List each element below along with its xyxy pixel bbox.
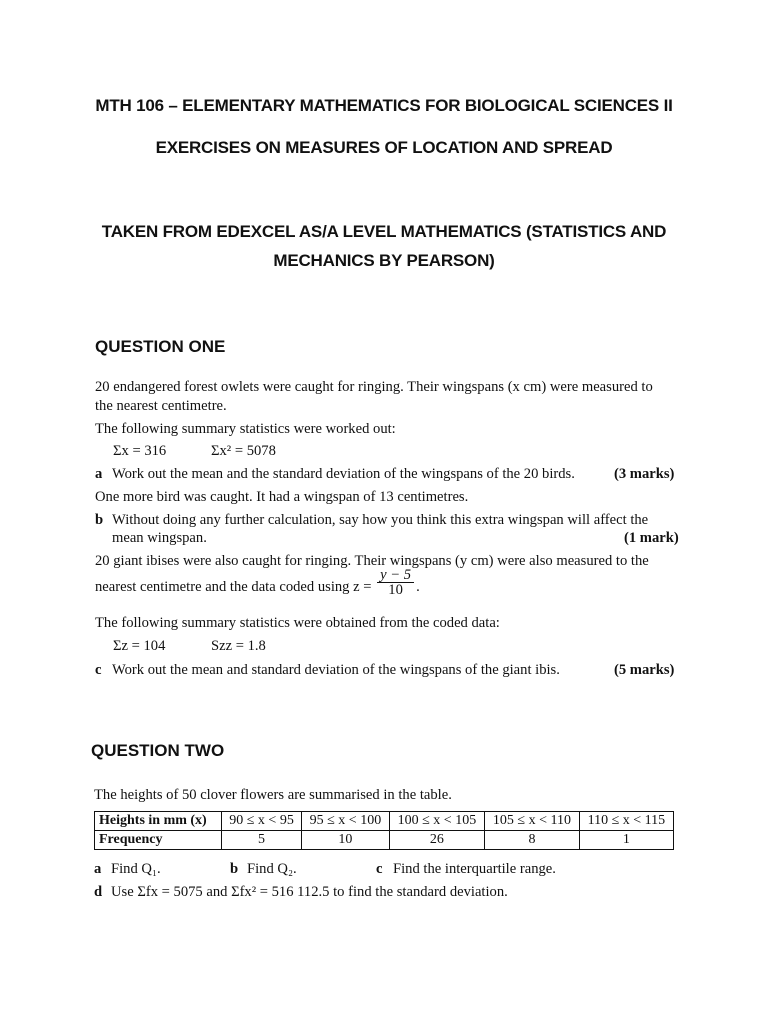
part-label: c <box>376 861 383 877</box>
table-cell: 100 ≤ x < 105 <box>389 812 484 831</box>
q1-sum-z: Σz = 104 <box>113 638 166 654</box>
q1-part-b-text-2: mean wingspan. <box>112 530 207 546</box>
q1-intro-line-1: 20 endangered forest owlets were caught for ringing. Their wingspans (x cm) were measured to <box>95 379 653 395</box>
table-cell: 105 ≤ x < 110 <box>485 812 580 831</box>
fraction-denominator: 10 <box>388 582 403 598</box>
q1-intro-line-3: The following summary statistics were worked out: <box>95 421 396 437</box>
table-cell: 1 <box>579 831 673 850</box>
q1-szz: Szz = 1.8 <box>211 638 266 654</box>
source-line-2: MECHANICS BY PEARSON) <box>273 251 495 270</box>
q1-line-5: 20 giant ibises were also caught for ringing. Their wingspans (y cm) were also measured to the <box>95 553 649 569</box>
q2-part-c <box>376 861 556 878</box>
q1-sum-x: Σx = 316 <box>113 443 167 459</box>
table-cell: 110 ≤ x < 115 <box>579 812 673 831</box>
q2-intro: The heights of 50 clover flowers are summarised in the table. <box>94 787 452 803</box>
heights-frequency-table <box>94 811 674 850</box>
course-title: MTH 106 – ELEMENTARY MATHEMATICS FOR BIOLOGICAL SCIENCES II <box>95 96 673 115</box>
q2-part-d-text: Use Σfx = 5075 and Σfx² = 516 112.5 to find the standard deviation. <box>111 884 508 900</box>
part-label: c <box>95 662 102 678</box>
q1-part-c-marks: (5 marks) <box>614 662 675 678</box>
q1-part-a-marks: (3 marks) <box>614 466 675 482</box>
q1-coding-line <box>95 567 420 598</box>
q1-part-b <box>95 512 648 529</box>
table-cell: 8 <box>485 831 580 850</box>
q1-part-b-marks: (1 mark) <box>624 530 679 546</box>
q2-part-b-text: Find Q₂. <box>247 861 297 877</box>
part-label: a <box>94 861 102 877</box>
q1-sum-x2: Σx² = 5078 <box>211 443 276 459</box>
table-cell: 5 <box>222 831 302 850</box>
table-cell: 90 ≤ x < 95 <box>222 812 302 831</box>
q1-coding-end: . <box>416 578 420 595</box>
table-row-header: Heights in mm (x) <box>95 812 222 831</box>
table-cell: 10 <box>302 831 390 850</box>
question-two-heading: QUESTION TWO <box>91 741 225 760</box>
table-row <box>95 831 674 850</box>
part-label: b <box>95 512 104 528</box>
table-cell: 95 ≤ x < 100 <box>302 812 390 831</box>
source-line-1: TAKEN FROM EDEXCEL AS/A LEVEL MATHEMATICS (STATISTICS AND <box>101 222 667 241</box>
question-one-heading: QUESTION ONE <box>95 337 226 356</box>
q1-part-c-text: Work out the mean and standard deviation of the wingspans of the giant ibis. <box>112 662 560 678</box>
q2-part-c-text: Find the interquartile range. <box>393 861 556 877</box>
table-cell: 26 <box>389 831 484 850</box>
q2-part-b <box>230 861 297 878</box>
part-label: b <box>230 861 239 877</box>
part-label: d <box>94 884 103 900</box>
table-row-header: Frequency <box>95 831 222 850</box>
q1-line-4: One more bird was caught. It had a wingspan of 13 centimetres. <box>95 489 469 505</box>
q2-part-a <box>94 861 161 878</box>
q2-part-d <box>94 884 508 901</box>
exercise-title: EXERCISES ON MEASURES OF LOCATION AND SPREAD <box>155 138 613 157</box>
q1-coding-text: nearest centimetre and the data coded using z = <box>95 578 372 595</box>
q1-part-a-text: Work out the mean and the standard deviation of the wingspans of the 20 birds. <box>112 466 575 482</box>
q1-line-7: The following summary statistics were obtained from the coded data: <box>95 615 500 631</box>
coding-fraction <box>377 568 414 597</box>
table-row <box>95 812 674 831</box>
q1-part-c <box>95 662 560 679</box>
q2-part-a-text: Find Q₁. <box>111 861 161 877</box>
q1-part-b-text-1: Without doing any further calculation, say how you think this extra wingspan will affect the <box>112 512 649 528</box>
q1-part-a <box>95 466 575 483</box>
part-label: a <box>95 466 103 482</box>
fraction-numerator: y − 5 <box>377 568 414 583</box>
q1-intro-line-2: the nearest centimetre. <box>95 398 227 414</box>
